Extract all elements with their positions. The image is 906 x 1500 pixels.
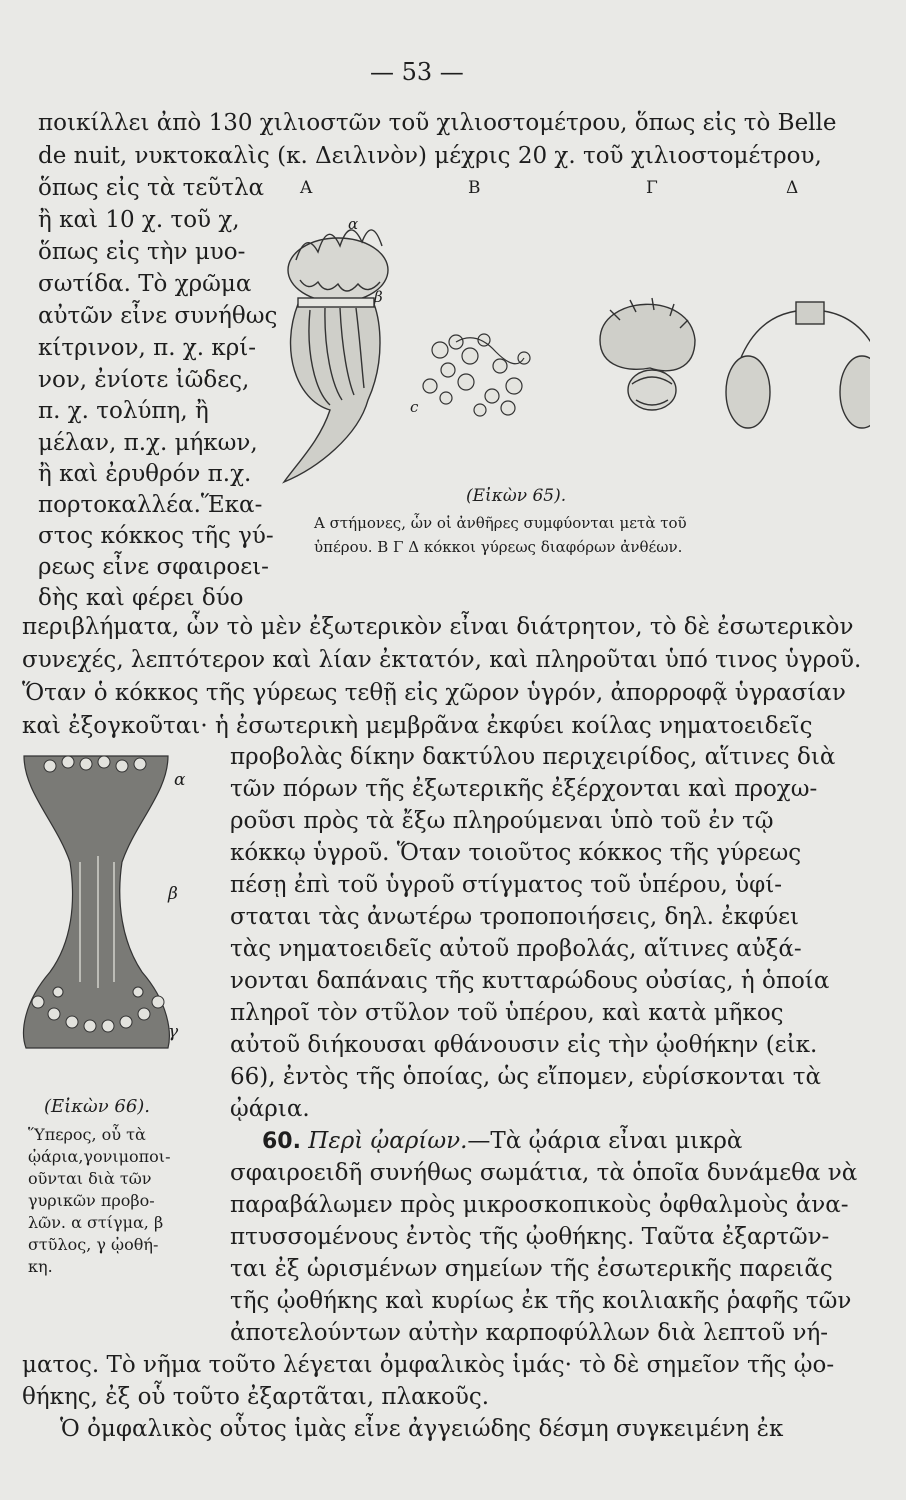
- fig65-label-d: Δ: [786, 178, 799, 198]
- text-line: σφαιροειδῆ συνήθως σωμάτια, τὰ ὁποῖα δυνάμεθα νὰ: [230, 1160, 858, 1186]
- text-line: 66), ἐντὸς τῆς ὁποίας, ὡς εἴπομεν, εὑρίσκονται τὰ: [230, 1064, 822, 1090]
- text-line: πορτοκαλλέα.Ἕκα-: [38, 492, 263, 518]
- text-line: τῶν πόρων τῆς ἐξωτερικῆς ἐξέρχονται καὶ προχω-: [230, 776, 818, 802]
- fig65-title: (Εἰκὼν 65).: [466, 486, 567, 506]
- text-line: σωτίδα. Τὸ χρῶμα: [38, 271, 252, 297]
- text-line: ὅπως εἰς τὰ τεῦτλα: [38, 175, 265, 201]
- fig65-mark-beta: β: [374, 288, 383, 306]
- text-line: σταται τὰς ἀνωτέρω τροποποιήσεις, δηλ. ἐκφύει: [230, 904, 800, 930]
- section-first-line: —Τὰ ᾠάρια εἶναι μικρὰ: [467, 1128, 743, 1154]
- fig66-title: (Εἰκὼν 66).: [44, 1096, 151, 1117]
- fig66-caption-line: Ὕπερος, οὗ τὰ: [28, 1125, 146, 1144]
- fig66-mark-gamma: γ: [168, 1022, 179, 1042]
- fig66-caption-line: λῶν. α στίγμα, β: [28, 1213, 164, 1232]
- text-line: κίτρινον, π. χ. κρί-: [38, 335, 257, 361]
- text-line: αὐτοῦ διήκουσαι φθάνουσιν εἰς τὴν ᾠοθήκην (εἰκ.: [230, 1032, 818, 1058]
- fig65-caption-line: ὑπέρου. Β Γ Δ κόκκοι γύρεως διαφόρων ἀνθέων.: [314, 538, 683, 556]
- text-line: θήκης, ἐξ οὗ τοῦτο ἐξαρτᾶται, πλακοῦς.: [22, 1384, 490, 1410]
- text-line: νον, ἐνίοτε ἰῶδες,: [38, 367, 250, 393]
- text-line: πληροῖ τὸν στῦλον τοῦ ὑπέρου, καὶ κατὰ μῆκος: [230, 1000, 784, 1026]
- fig66-illustration: [18, 752, 178, 1052]
- text-line: ματος. Τὸ νῆμα τοῦτο λέγεται ὀμφαλικὸς ἱμάς· τὸ δὲ σημεῖον τῆς ᾠο-: [22, 1352, 835, 1378]
- text-line: δὴς καὶ φέρει δύο: [38, 585, 244, 611]
- text-line: καὶ ἐξογκοῦται· ἡ ἐσωτερικὴ μεμβρᾶνα ἐκφύει κοίλας νηματοειδεῖς: [22, 713, 813, 739]
- text-line: ται ἐξ ὡρισμένων σημείων τῆς ἐσωτερικῆς παρειᾶς: [230, 1256, 833, 1282]
- figure-65: [270, 170, 870, 590]
- text-line: Ὅταν ὁ κόκκος τῆς γύρεως τεθῇ εἰς χῶρον ὑγρόν, ἀπορροφᾷ ὑγρασίαν: [22, 680, 846, 706]
- text-line: ὅπως εἰς τὴν μυο-: [38, 239, 246, 265]
- fig65-mark-c: c: [410, 398, 419, 416]
- fig66-caption-line: στῦλος, γ ᾠοθή-: [28, 1235, 159, 1254]
- fig66-caption-line: ᾠάρια,γονιμοποι-: [28, 1147, 171, 1166]
- text-line: πέσῃ ἐπὶ τοῦ ὑγροῦ στίγματος τοῦ ὑπέρου, ὑφί-: [230, 872, 783, 898]
- figure-66: [18, 752, 218, 1292]
- fig66-mark-beta: β: [168, 884, 178, 904]
- fig65-mark-alpha: α: [348, 215, 359, 233]
- pollen-grain-g: [600, 298, 695, 410]
- fig66-mark-alpha: α: [174, 770, 186, 790]
- text-line: ἢ καὶ 10 χ. τοῦ χ,: [38, 207, 240, 233]
- text-line: ἀποτελούντων αὐτὴν καρποφύλλων διὰ λεπτοῦ νή-: [230, 1320, 828, 1346]
- fig65-caption-line: Α στήμονες, ὧν οἱ ἀνθῆρες συμφύονται μετὰ τοῦ: [314, 514, 687, 532]
- fig66-caption-line: κη.: [28, 1257, 53, 1276]
- section-heading-line: [262, 1126, 742, 1157]
- text-line: ᾠάρια.: [230, 1096, 310, 1122]
- fig65-label-b: B: [468, 178, 481, 198]
- text-line: ροῦσι πρὸς τὰ ἔξω πληρούμεναι ὑπὸ τοῦ ἐν τῷ: [230, 808, 774, 834]
- text-line: κόκκῳ ὑγροῦ. Ὅταν τοιοῦτος κόκκος τῆς γύρεως: [230, 840, 802, 866]
- section-title: Περὶ ᾠαρίων.: [308, 1128, 468, 1154]
- fig66-caption-line: γυρικῶν προβο-: [28, 1191, 155, 1210]
- text-line: π. χ. τολύπη, ἢ: [38, 398, 209, 424]
- text-line: παραβάλωμεν πρὸς μικροσκοπικοὺς ὀφθαλμοὺς ἀνα-: [230, 1192, 849, 1218]
- page-number: — 53 —: [370, 58, 464, 86]
- text-line: περιβλήματα, ὧν τὸ μὲν ἐξωτερικὸν εἶναι διάτρητον, τὸ δὲ ἐσωτερικὸν: [22, 614, 854, 640]
- pollen-grains-b: [423, 334, 530, 416]
- section-number: 60.: [262, 1129, 301, 1154]
- fig66-caption-line: οῦνται διὰ τῶν: [28, 1169, 152, 1188]
- text-line: προβολὰς δίκην δακτύλου περιχειρίδος, αἵτινες διὰ: [230, 744, 836, 770]
- text-line: Ὁ ὀμφαλικὸς οὗτος ἱμὰς εἶνε ἀγγειώδης δέσμη συγκειμένη ἐκ: [60, 1416, 784, 1442]
- text-line: μέλαν, π.χ. μήκων,: [38, 430, 258, 456]
- text-line: ποικίλλει ἀπὸ 130 χιλιοστῶν τοῦ χιλιοστομέτρου, ὅπως εἰς τὸ Belle: [38, 110, 837, 136]
- text-line: ρεως εἶνε σφαιροει-: [38, 554, 269, 580]
- text-line: πτυσσομένους ἐντὸς τῆς ᾠοθήκης. Ταῦτα ἐξαρτῶν-: [230, 1224, 830, 1250]
- stamens-drawing: [284, 230, 388, 482]
- text-line: αὐτῶν εἶνε συνήθως: [38, 303, 278, 329]
- text-line: ἢ καὶ ἐρυθρόν π.χ.: [38, 461, 252, 487]
- text-line: τῆς ᾠοθήκης καὶ κυρίως ἐκ τῆς κοιλιακῆς ῥαφῆς τῶν: [230, 1288, 852, 1314]
- text-line: νονται δαπάναις τῆς κυτταρώδους οὐσίας, ἡ ὁποία: [230, 968, 830, 994]
- text-line: συνεχές, λεπτότερον καὶ λίαν ἐκτατόν, καὶ πληροῦται ὑπό τινος ὑγροῦ.: [22, 647, 862, 673]
- text-line: τὰς νηματοειδεῖς αὐτοῦ προβολάς, αἵτινες αὐξά-: [230, 936, 802, 962]
- fig65-illustration: [270, 200, 870, 520]
- fig65-label-g: Γ: [646, 178, 658, 198]
- pollen-grain-d: [726, 302, 870, 428]
- text-line: στος κόκκος τῆς γύ-: [38, 523, 274, 549]
- text-line: de nuit, νυκτοκαλὶς (κ. Δειλινὸν) μέχρις 20 χ. τοῦ χιλιοστομέτρου,: [38, 143, 822, 169]
- fig65-label-a: A: [300, 178, 313, 198]
